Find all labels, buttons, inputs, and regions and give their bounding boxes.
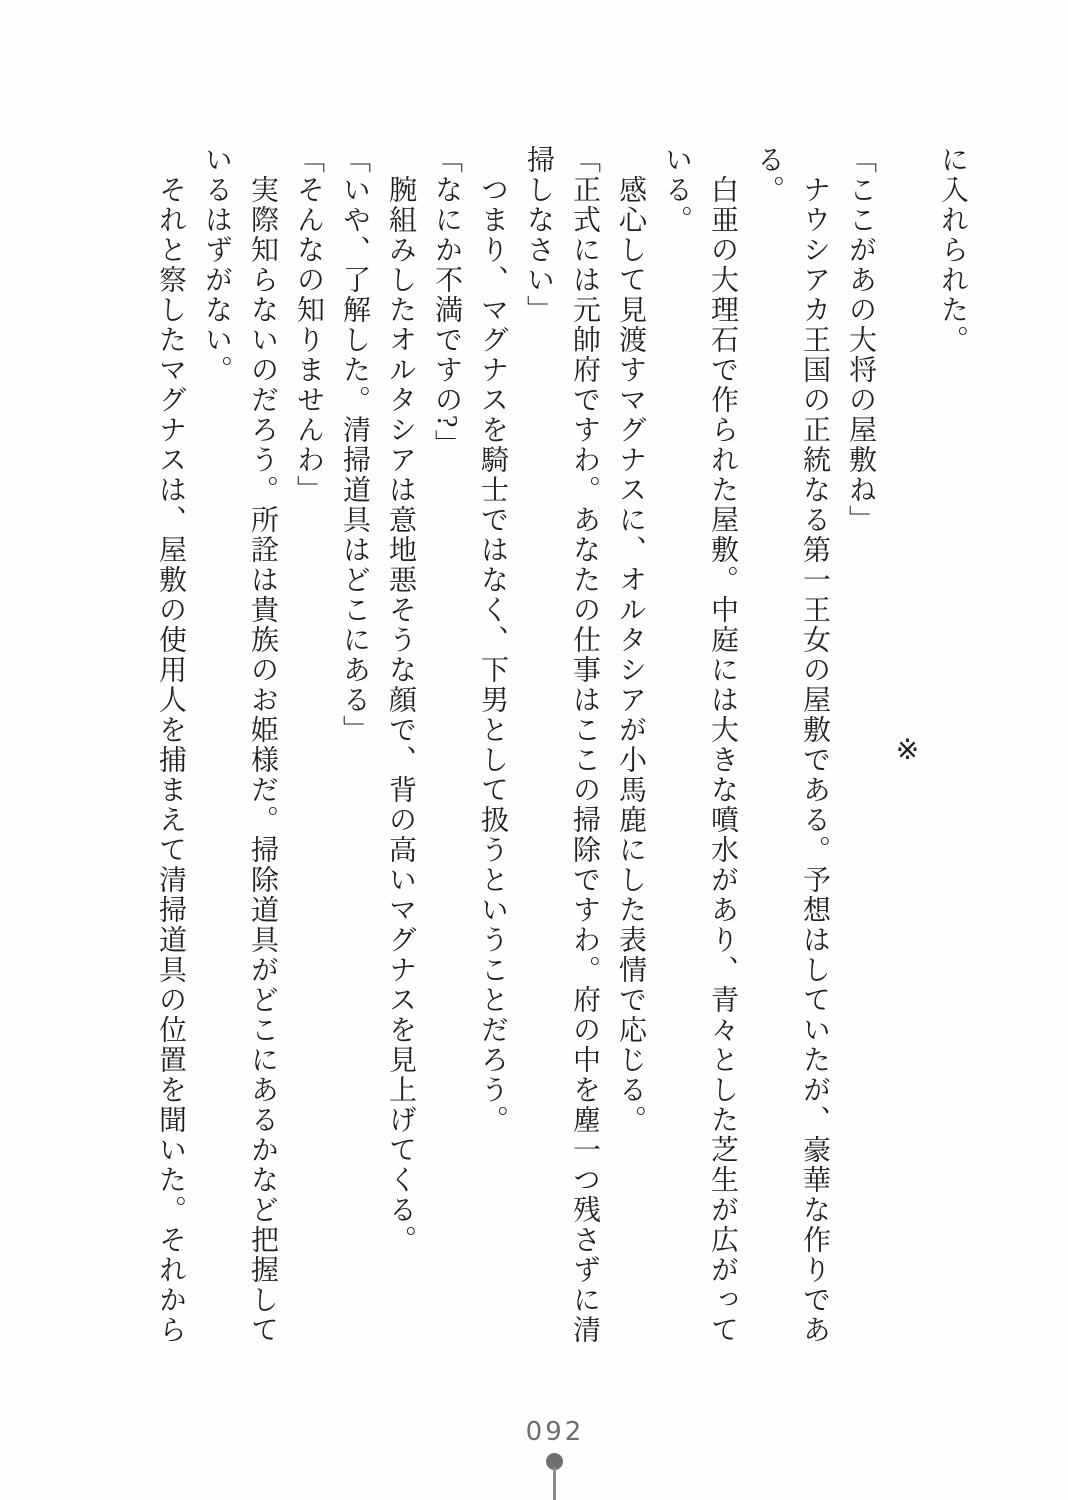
text-line: いる。 — [661, 145, 692, 235]
footer-stem-ornament — [553, 1467, 556, 1500]
dialogue-line: 掃しなさい」 — [523, 145, 554, 325]
text-line: つまり、マグナスを騎士ではなく、下男として扱うということだろう。 — [477, 175, 508, 1135]
text-line: 腕組みしたオルタシアは意地悪そうな顔で、背の高いマグナスを見上げてくる。 — [385, 175, 416, 1255]
text-line: 感心して見渡すマグナスに、オルタシアが小馬鹿にした表情で応じる。 — [615, 175, 646, 1135]
page-number: 092 — [525, 1417, 585, 1447]
text-line: 白亜の大理石で作られた屋敷。中庭には大きな噴水があり、青々とした芝生が広がって — [707, 175, 738, 1345]
scene-break-mark: ※ — [891, 732, 922, 768]
dialogue-line: 「いや、了解した。清掃道具はどこにある」 — [339, 145, 370, 745]
text-line: いるはずがない。 — [201, 145, 232, 385]
page-text — [147, 145, 975, 1355]
dialogue-line: 「正式には元帥府ですわ。あなたの仕事はここの掃除ですわ。府の中を塵一つ残さずに清 — [569, 145, 600, 1345]
text-line: 実際知らないのだろう。所詮は貴族のお姫様だ。掃除道具がどこにあるかなど把握して — [247, 175, 278, 1345]
text-line: る。 — [753, 145, 784, 205]
text-line: それと察したマグナスは、屋敷の使用人を捕まえて清掃道具の位置を聞いた。それから — [155, 175, 186, 1345]
text-line: に入れられた。 — [937, 145, 968, 355]
text-line: ナウシアカ王国の正統なる第一王女の屋敷である。予想はしていたが、豪華な作りであ — [799, 175, 830, 1345]
dialogue-line: 「ここがあの大将の屋敷ね」 — [845, 145, 876, 535]
dialogue-line: 「なにか不満ですの?」 — [431, 145, 462, 460]
dialogue-line: 「そんなの知りませんわ」 — [293, 145, 324, 505]
